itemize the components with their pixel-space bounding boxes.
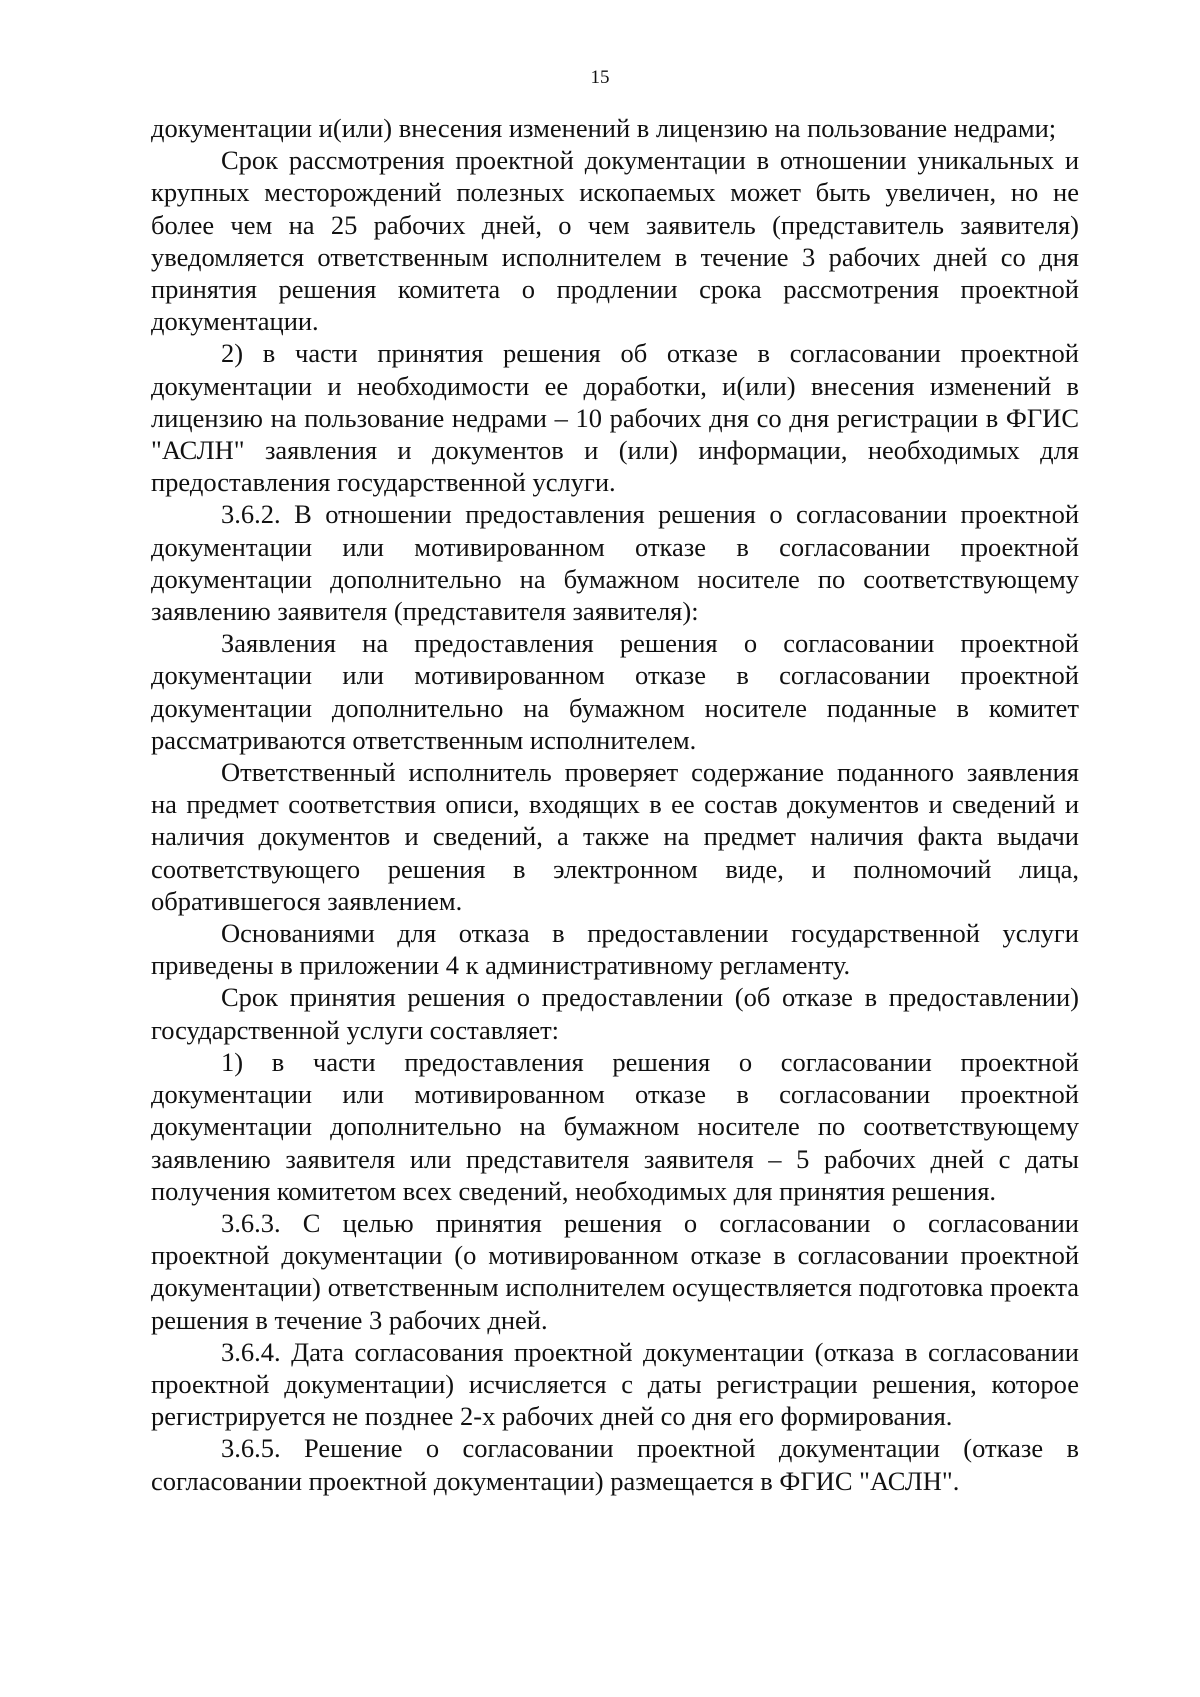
paragraph-3-6-3: 3.6.3. С целью принятия решения о согласовании о согласовании проектной документации (о мотивированном отказе в согласовании проектной документации) ответственным исполнителем осуществляется подготовка проекта решения в течение 3 рабочих дней. [151, 1207, 1079, 1335]
document-body [151, 112, 1079, 1497]
paragraph-refusal-grounds: Основаниями для отказа в предоставлении государственной услуги приведены в приложении 4 к административному регламенту. [151, 918, 1079, 981]
paragraph-3-6-2: 3.6.2. В отношении предоставления решения о согласовании проектной документации или мотивированном отказе в согласовании проектной документации дополнительно на бумажном носителе по соответствующему заявлению заявителя (представителя заявителя): [151, 499, 1079, 627]
paragraph-3-6-5: 3.6.5. Решение о согласовании проектной документации (отказе в согласовании проектной документации) размещается в ФГИС "АСЛН". [151, 1433, 1079, 1496]
page-number: 15 [590, 67, 610, 88]
paragraph-decision-term: Срок принятия решения о предоставлении (об отказе в предоставлении) государственной услуги составляет: [151, 982, 1079, 1045]
paragraph-item-2: 2) в части принятия решения об отказе в согласовании проектной документации и необходимости ее доработки, и(или) внесения изменений в лицензию на пользование недрами – 10 рабочих дня со дня регистрации в ФГИС "АСЛН" заявления и документов и (или) информации, необходимых для предоставления государственной услуги. [151, 338, 1079, 498]
paragraph-applications: Заявления на предоставления решения о согласовании проектной документации или мотивированном отказе в согласовании проектной документации дополнительно на бумажном носителе поданные в комитет рассматриваются ответственным исполнителем. [151, 628, 1079, 755]
paragraph-item-1: 1) в части предоставления решения о согласовании проектной документации или мотивированном отказе в согласовании проектной документации дополнительно на бумажном носителе по соответствующему заявлению заявителя или представителя заявителя – 5 рабочих дней с даты получения комитетом всех сведений, необходимых для принятия решения. [151, 1046, 1079, 1206]
paragraph-3-6-4: 3.6.4. Дата согласования проектной документации (отказа в согласовании проектной документации) исчисляется с даты регистрации решения, которое регистрируется не позднее 2-х рабочих дней со дня его формирования. [151, 1336, 1079, 1432]
paragraph-executor-check: Ответственный исполнитель проверяет содержание поданного заявления на предмет соответствия описи, входящих в ее состав документов и сведений и наличия документов и сведений, а также на предмет наличия факта выдачи соответствующего решения в электронном виде, и полномочий лица, обратившегося заявлением. [151, 757, 1079, 916]
paragraph-continuation: документации и(или) внесения изменений в лицензию на пользование недрами; [151, 113, 1057, 143]
paragraph-review-term: Срок рассмотрения проектной документации в отношении уникальных и крупных месторождений полезных ископаемых может быть увеличен, но не более чем на 25 рабочих дней, о чем заявитель (представитель заявителя) уведомляется ответственным исполнителем в течение 3 рабочих дней со дня принятия решения комитета о продлении срока рассмотрения проектной документации. [151, 145, 1079, 337]
